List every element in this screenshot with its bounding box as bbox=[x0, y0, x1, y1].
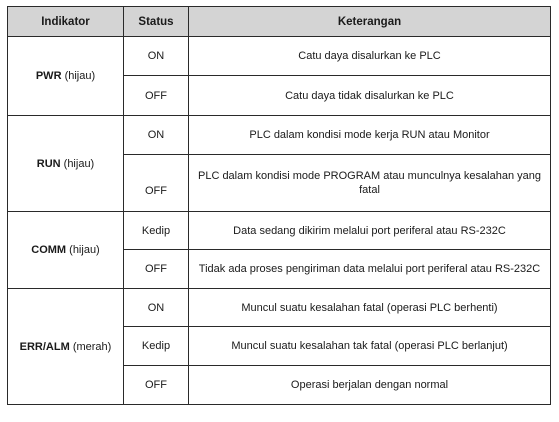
keterangan-cell: Catu daya disalurkan ke PLC bbox=[189, 37, 551, 76]
status-cell: ON bbox=[124, 116, 189, 155]
status-cell: OFF bbox=[124, 76, 189, 116]
table-row bbox=[8, 37, 551, 76]
table-row bbox=[8, 212, 551, 250]
status-cell: OFF bbox=[124, 250, 189, 289]
header-keterangan: Keterangan bbox=[189, 7, 551, 37]
status-cell: Kedip bbox=[124, 327, 189, 366]
status-cell: Kedip bbox=[124, 212, 189, 250]
indikator-cell-comm bbox=[8, 212, 124, 289]
indikator-cell-pwr bbox=[8, 37, 124, 116]
indikator-color: (hijau) bbox=[63, 157, 95, 170]
indikator-color: (hijau) bbox=[69, 244, 100, 256]
indikator-name: RUN bbox=[36, 157, 61, 170]
indikator-name: COMM bbox=[31, 244, 67, 256]
status-cell: OFF bbox=[124, 366, 189, 405]
keterangan-cell: Operasi berjalan dengan normal bbox=[189, 366, 551, 405]
keterangan-cell: PLC dalam kondisi mode PROGRAM atau munculnya kesalahan yang fatal bbox=[189, 155, 551, 212]
indikator-name: PWR bbox=[35, 70, 62, 82]
keterangan-cell: PLC dalam kondisi mode kerja RUN atau Monitor bbox=[189, 116, 551, 155]
keterangan-cell: Muncul suatu kesalahan tak fatal (operasi PLC berlanjut) bbox=[189, 327, 551, 366]
header-status: Status bbox=[124, 7, 189, 37]
indikator-name: ERR/ALM bbox=[19, 340, 70, 353]
keterangan-cell: Muncul suatu kesalahan fatal (operasi PLC berhenti) bbox=[189, 289, 551, 327]
header-row bbox=[8, 7, 551, 37]
keterangan-cell: Data sedang dikirim melalui port periferal atau RS-232C bbox=[189, 212, 551, 250]
table-row bbox=[8, 289, 551, 327]
keterangan-cell: Tidak ada proses pengiriman data melalui port periferal atau RS-232C bbox=[189, 250, 551, 289]
keterangan-cell: Catu daya tidak disalurkan ke PLC bbox=[189, 76, 551, 116]
indikator-table bbox=[7, 6, 551, 405]
status-cell: OFF bbox=[124, 155, 189, 212]
status-cell: ON bbox=[124, 289, 189, 327]
indikator-color: (hijau) bbox=[64, 70, 96, 82]
indikator-cell-run bbox=[8, 116, 124, 212]
status-cell: ON bbox=[124, 37, 189, 76]
header-indikator: Indikator bbox=[8, 7, 124, 37]
indikator-color: (merah) bbox=[72, 340, 112, 353]
indikator-cell-err-alm bbox=[8, 289, 124, 405]
table-row bbox=[8, 116, 551, 155]
